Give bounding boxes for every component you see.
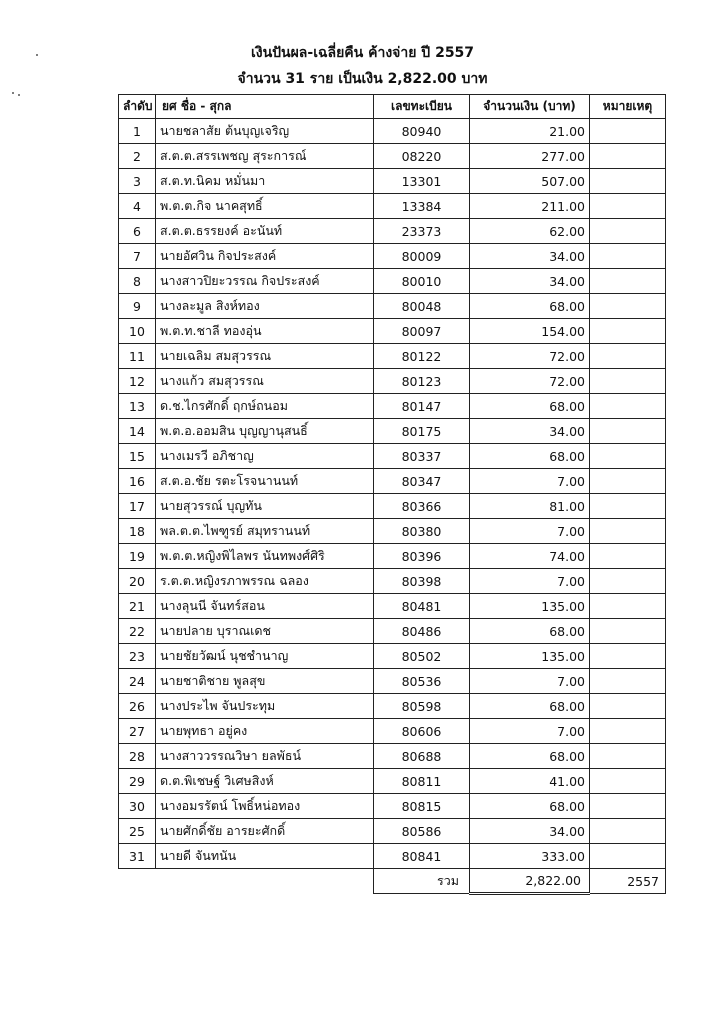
cell-amount: 74.00 (470, 544, 590, 569)
cell-reg: 80586 (374, 819, 470, 844)
cell-seq: 16 (119, 469, 156, 494)
table-row (119, 394, 666, 419)
cell-seq: 15 (119, 444, 156, 469)
table-header-row (119, 95, 666, 119)
cell-seq: 31 (119, 844, 156, 869)
cell-seq: 1 (119, 119, 156, 144)
table-row (119, 819, 666, 844)
table-row (119, 644, 666, 669)
table-row (119, 544, 666, 569)
total-label: รวม (374, 869, 470, 894)
table-row (119, 769, 666, 794)
cell-amount: 68.00 (470, 619, 590, 644)
table-row (119, 694, 666, 719)
cell-seq: 30 (119, 794, 156, 819)
table-row (119, 619, 666, 644)
cell-name: พ.ต.ต.กิจ นาคสุทธิ์ (156, 194, 374, 219)
cell-note (590, 219, 666, 244)
table-row (119, 569, 666, 594)
cell-note (590, 569, 666, 594)
cell-seq: 9 (119, 294, 156, 319)
column-header-name: ยศ ชื่อ - สุกล (156, 95, 374, 119)
cell-seq: 24 (119, 669, 156, 694)
cell-amount: 62.00 (470, 219, 590, 244)
cell-amount: 34.00 (470, 244, 590, 269)
cell-note (590, 169, 666, 194)
cell-name: นายชลาสัย ต้นบุญเจริญ (156, 119, 374, 144)
document-title: เงินปันผล-เฉลี่ยคืน ค้างจ่าย ปี 2557 (250, 45, 475, 61)
table-row (119, 169, 666, 194)
cell-amount: 7.00 (470, 719, 590, 744)
cell-name: นายเฉลิม สมสุวรรณ (156, 344, 374, 369)
cell-note (590, 594, 666, 619)
cell-amount: 135.00 (470, 644, 590, 669)
cell-name: นางอมรรัตน์ โพธิ์หน่อทอง (156, 794, 374, 819)
cell-reg: 80123 (374, 369, 470, 394)
cell-amount: 41.00 (470, 769, 590, 794)
document-subtitle: จำนวน 31 ราย เป็นเงิน 2,822.00 บาท (237, 71, 488, 87)
cell-note (590, 194, 666, 219)
cell-reg: 80502 (374, 644, 470, 669)
cell-name: ส.ต.ต.ธรรยงค์ อะนันท์ (156, 219, 374, 244)
cell-amount: 7.00 (470, 669, 590, 694)
cell-seq: 10 (119, 319, 156, 344)
cell-seq: 7 (119, 244, 156, 269)
cell-note (590, 369, 666, 394)
cell-reg: 80147 (374, 394, 470, 419)
cell-seq: 14 (119, 419, 156, 444)
cell-amount: 7.00 (470, 569, 590, 594)
cell-name: พล.ต.ต.ไพฑูรย์ สมุทรานนท์ (156, 519, 374, 544)
cell-seq: 20 (119, 569, 156, 594)
table-row (119, 744, 666, 769)
cell-seq: 29 (119, 769, 156, 794)
table-row (119, 669, 666, 694)
cell-name: นางละมูล สิงห์ทอง (156, 294, 374, 319)
cell-name: นายอัศวิน กิจประสงค์ (156, 244, 374, 269)
cell-reg: 80380 (374, 519, 470, 544)
cell-reg: 08220 (374, 144, 470, 169)
cell-name: นายชัยวัฒน์ นุชชำนาญ (156, 644, 374, 669)
scan-speck (18, 94, 20, 96)
cell-name: พ.ต.อ.ออมสิน บุญญานุสนธิ์ (156, 419, 374, 444)
cell-note (590, 769, 666, 794)
cell-name: นายดี จันทนัน (156, 844, 374, 869)
cell-reg: 13301 (374, 169, 470, 194)
table-row (119, 494, 666, 519)
cell-amount: 68.00 (470, 394, 590, 419)
cell-note (590, 469, 666, 494)
cell-note (590, 294, 666, 319)
table-row (119, 244, 666, 269)
cell-seq: 17 (119, 494, 156, 519)
table-row (119, 719, 666, 744)
cell-note (590, 269, 666, 294)
cell-seq: 22 (119, 619, 156, 644)
cell-amount: 135.00 (470, 594, 590, 619)
cell-amount: 277.00 (470, 144, 590, 169)
cell-note (590, 119, 666, 144)
cell-name: ร.ต.ต.หญิงรภาพรรณ ฉลอง (156, 569, 374, 594)
cell-name: นางสาวปิยะวรรณ กิจประสงค์ (156, 269, 374, 294)
cell-note (590, 319, 666, 344)
cell-name: พ.ต.ต.หญิงพิไลพร นันทพงศ์ศิริ (156, 544, 374, 569)
cell-amount: 211.00 (470, 194, 590, 219)
table-row (119, 794, 666, 819)
column-header-amount: จำนวนเงิน (บาท) (470, 95, 590, 119)
column-header-note: หมายเหตุ (590, 95, 666, 119)
cell-name: นางเมรวี อภิชาญ (156, 444, 374, 469)
cell-note (590, 244, 666, 269)
cell-amount: 72.00 (470, 369, 590, 394)
column-header-reg: เลขทะเบียน (374, 95, 470, 119)
cell-name: นางสาววรรณวิษา ยลพัธน์ (156, 744, 374, 769)
cell-reg: 80010 (374, 269, 470, 294)
cell-seq: 11 (119, 344, 156, 369)
cell-reg: 80598 (374, 694, 470, 719)
cell-seq: 2 (119, 144, 156, 169)
cell-note (590, 144, 666, 169)
cell-amount: 34.00 (470, 819, 590, 844)
cell-seq: 23 (119, 644, 156, 669)
cell-reg: 80337 (374, 444, 470, 469)
cell-seq: 28 (119, 744, 156, 769)
cell-reg: 80097 (374, 319, 470, 344)
cell-note (590, 744, 666, 769)
cell-seq: 25 (119, 819, 156, 844)
cell-note (590, 444, 666, 469)
table-row (119, 144, 666, 169)
cell-note (590, 344, 666, 369)
cell-name: นายพุทธา อยู่คง (156, 719, 374, 744)
cell-amount: 34.00 (470, 269, 590, 294)
cell-seq: 27 (119, 719, 156, 744)
table-row (119, 344, 666, 369)
cell-name: ส.ต.ต.สรรเพชญ สุระการณ์ (156, 144, 374, 169)
cell-reg: 80940 (374, 119, 470, 144)
cell-reg: 80048 (374, 294, 470, 319)
table-row (119, 594, 666, 619)
cell-reg: 80606 (374, 719, 470, 744)
cell-reg: 80398 (374, 569, 470, 594)
cell-note (590, 819, 666, 844)
cell-seq: 19 (119, 544, 156, 569)
cell-name: พ.ต.ท.ชาลี ทองอุ่น (156, 319, 374, 344)
cell-reg: 80347 (374, 469, 470, 494)
cell-name: นายศักดิ์ชัย อารยะศักดิ์ (156, 819, 374, 844)
cell-reg: 80811 (374, 769, 470, 794)
table-row (119, 219, 666, 244)
cell-reg: 80175 (374, 419, 470, 444)
cell-name: นางแก้ว สมสุวรรณ (156, 369, 374, 394)
cell-seq: 13 (119, 394, 156, 419)
cell-amount: 68.00 (470, 694, 590, 719)
cell-name: นางลุนนี จันทร์สอน (156, 594, 374, 619)
cell-name: นางประไพ จันประทุม (156, 694, 374, 719)
cell-amount: 7.00 (470, 519, 590, 544)
total-blank (156, 869, 374, 894)
cell-amount: 507.00 (470, 169, 590, 194)
cell-reg: 80009 (374, 244, 470, 269)
column-header-seq: ลำดับ (119, 95, 156, 119)
cell-reg: 80536 (374, 669, 470, 694)
cell-reg: 80688 (374, 744, 470, 769)
table-row (119, 369, 666, 394)
cell-name: นายชาติชาย พูลสุข (156, 669, 374, 694)
table-row (119, 269, 666, 294)
table-row (119, 319, 666, 344)
total-note: 2557 (590, 869, 666, 894)
cell-note (590, 669, 666, 694)
cell-reg: 80396 (374, 544, 470, 569)
cell-reg: 80481 (374, 594, 470, 619)
table-row (119, 419, 666, 444)
table-row (119, 194, 666, 219)
table-row (119, 444, 666, 469)
scan-speck (12, 92, 14, 94)
cell-name: นายปลาย บุราณเดช (156, 619, 374, 644)
cell-reg: 80815 (374, 794, 470, 819)
dividend-table (118, 94, 666, 895)
cell-note (590, 694, 666, 719)
cell-amount: 34.00 (470, 419, 590, 444)
cell-reg: 80122 (374, 344, 470, 369)
cell-note (590, 719, 666, 744)
cell-amount: 81.00 (470, 494, 590, 519)
cell-amount: 7.00 (470, 469, 590, 494)
cell-seq: 12 (119, 369, 156, 394)
cell-amount: 68.00 (470, 744, 590, 769)
table-row (119, 844, 666, 869)
cell-note (590, 394, 666, 419)
cell-note (590, 619, 666, 644)
cell-seq: 8 (119, 269, 156, 294)
cell-note (590, 844, 666, 869)
cell-note (590, 544, 666, 569)
total-blank (119, 869, 156, 894)
cell-amount: 72.00 (470, 344, 590, 369)
cell-note (590, 644, 666, 669)
cell-name: ด.ช.ไกรศักดิ์ ฤกษ์ถนอม (156, 394, 374, 419)
cell-reg: 80841 (374, 844, 470, 869)
cell-seq: 26 (119, 694, 156, 719)
cell-name: ส.ต.ท.นิคม หมั่นมา (156, 169, 374, 194)
cell-amount: 68.00 (470, 294, 590, 319)
cell-seq: 6 (119, 219, 156, 244)
total-amount: 2,822.00 (470, 869, 590, 894)
cell-reg: 23373 (374, 219, 470, 244)
cell-note (590, 494, 666, 519)
cell-amount: 68.00 (470, 444, 590, 469)
cell-amount: 68.00 (470, 794, 590, 819)
table-row (119, 469, 666, 494)
cell-seq: 21 (119, 594, 156, 619)
table-row (119, 294, 666, 319)
table-row (119, 519, 666, 544)
cell-amount: 154.00 (470, 319, 590, 344)
cell-reg: 80366 (374, 494, 470, 519)
cell-reg: 80486 (374, 619, 470, 644)
cell-note (590, 419, 666, 444)
cell-seq: 4 (119, 194, 156, 219)
cell-name: ด.ต.พิเชษฐ์ วิเศษสิงห์ (156, 769, 374, 794)
cell-amount: 333.00 (470, 844, 590, 869)
total-row (119, 869, 666, 894)
cell-seq: 18 (119, 519, 156, 544)
cell-note (590, 519, 666, 544)
cell-seq: 3 (119, 169, 156, 194)
cell-reg: 13384 (374, 194, 470, 219)
cell-name: ส.ต.อ.ชัย รตะโรจนานนท์ (156, 469, 374, 494)
cell-note (590, 794, 666, 819)
table-row (119, 119, 666, 144)
cell-name: นายสุวรรณ์ บุญทัน (156, 494, 374, 519)
cell-amount: 21.00 (470, 119, 590, 144)
